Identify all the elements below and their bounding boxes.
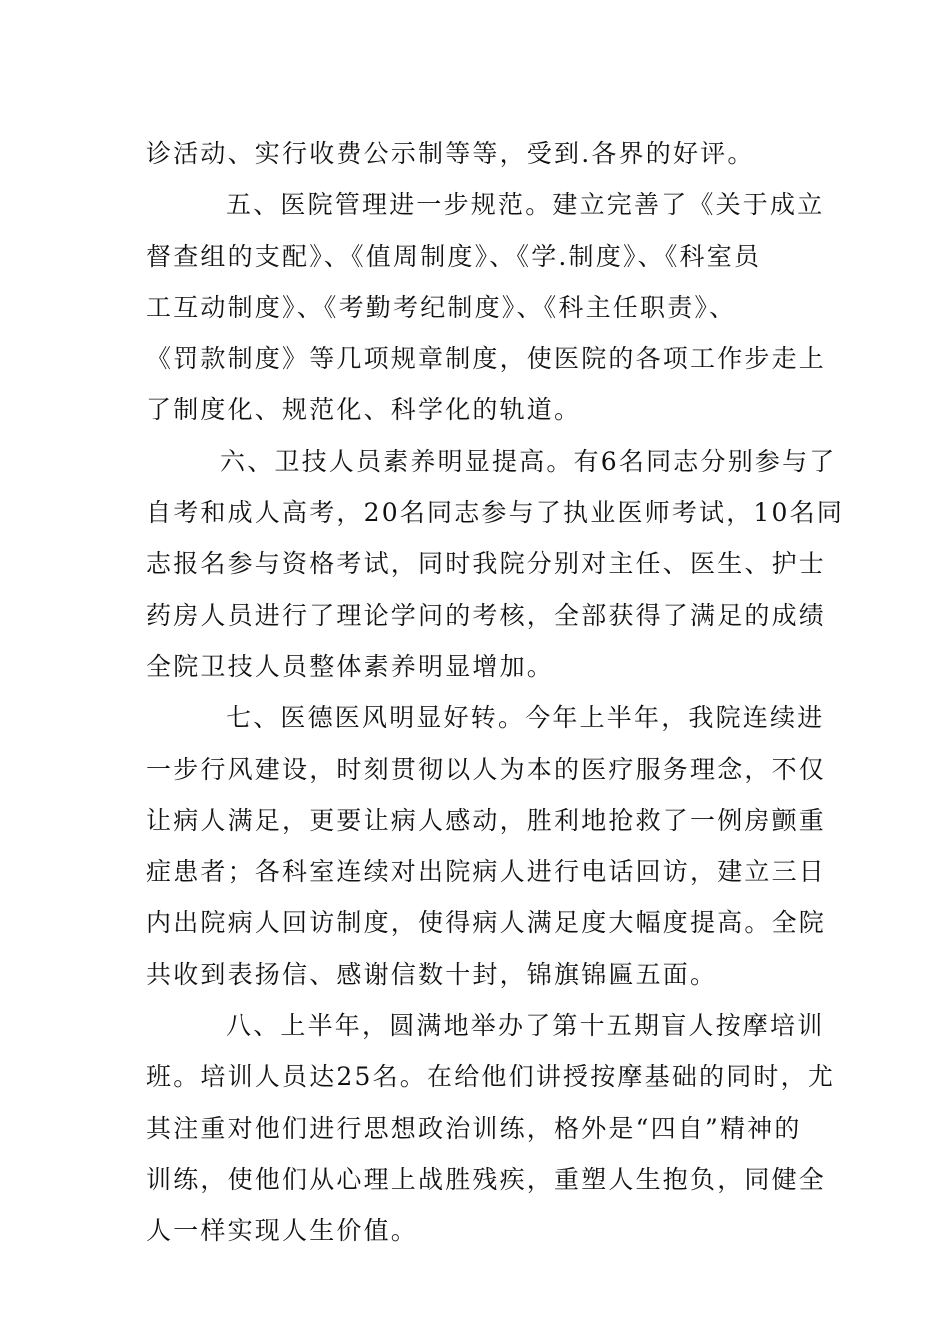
document-body — [146, 128, 845, 1257]
text-line: 让病人满足，更要让病人感动，胜利地抢救了一例房颤重 — [146, 805, 827, 835]
paragraph-seven-first-line: 七、医德医风明显好转。今年上半年，我院连续进 — [226, 703, 825, 733]
paragraph-eight-first-line: 八、上半年，圆满地举办了第十五期盲人按摩培训 — [226, 1011, 825, 1041]
text-line: 《罚款制度》等几项规章制度，使医院的各项工作步走上 — [146, 344, 827, 374]
paragraph-six-first-line: 六、卫技人员素养明显提高。有6名同志分别参与了 — [220, 446, 837, 476]
text-line: 其注重对他们进行思想政治训练，格外是“四自”精神的 — [146, 1113, 802, 1143]
text-line: 药房人员进行了理论学问的考核，全部获得了满足的成绩 — [146, 600, 827, 630]
text-line: 诊活动、实行收费公示制等等，受到.各界的好评。 — [146, 139, 755, 168]
text-line: 志报名参与资格考试，同时我院分别对主任、医生、护士 — [146, 549, 827, 579]
text-line: 人一样实现人生价值。 — [146, 1216, 419, 1246]
text-line: 内出院病人回访制度，使得病人满足度大幅度提高。全院 — [146, 908, 827, 938]
text-line: 督查组的支配》、《值周制度》、《学.制度》、《科室员 — [146, 241, 762, 271]
text-line: 一步行风建设，时刻贯彻以人为本的医疗服务理念，不仅 — [146, 754, 827, 784]
text-line: 自考和成人高考，20名同志参与了执业医师考试，10名同 — [146, 498, 845, 528]
text-line: 训练，使他们从心理上战胜残疾，重塑人生抱负，同健全 — [146, 1164, 827, 1194]
text-line: 班。培训人员达25名。在给他们讲授按摩基础的同时，尤 — [146, 1062, 836, 1092]
text-line: 工互动制度》、《考勤考纪制度》、《科主任职责》、 — [146, 292, 737, 322]
paragraph-five-first-line: 五、医院管理进一步规范。建立完善了《关于成立 — [226, 190, 825, 220]
text-line: 了制度化、规范化、科学化的轨道。 — [146, 395, 582, 425]
text-line: 症患者；各科室连续对出院病人进行电话回访，建立三日 — [146, 857, 827, 887]
text-line: 全院卫技人员整体素养明显增加。 — [146, 651, 555, 681]
text-line: 共收到表扬信、感谢信数十封，锦旗锦匾五面。 — [146, 959, 718, 989]
